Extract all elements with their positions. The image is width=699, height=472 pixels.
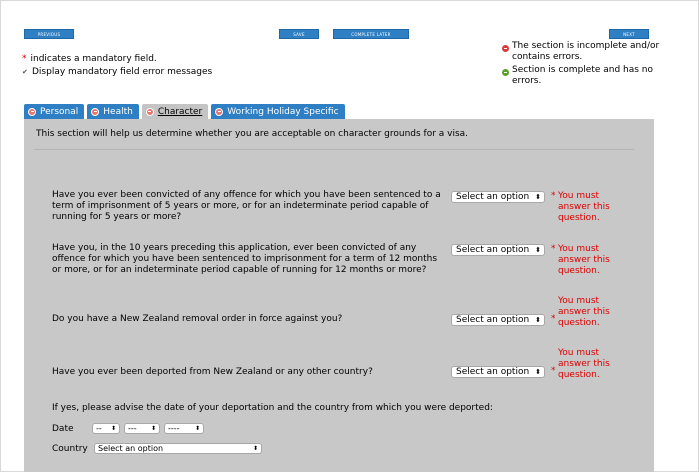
select-value: Select an option (456, 245, 530, 255)
next-button[interactable]: NEXT (609, 29, 649, 39)
tab-label: Personal (40, 106, 79, 117)
error-message: You must answer this question. (558, 244, 610, 276)
tab-character[interactable] (142, 104, 208, 119)
incomplete-status-icon (146, 108, 154, 116)
previous-button[interactable]: PREVIOUS (24, 29, 74, 39)
display-errors-link[interactable]: Display mandatory field error messages (32, 67, 213, 77)
select-value: Select an option (456, 192, 530, 202)
required-star: * (551, 244, 556, 254)
select-arrows-icon: ⬍ (535, 246, 541, 254)
select-arrows-icon: ⬍ (150, 425, 156, 432)
question-1-select[interactable] (451, 191, 545, 203)
error-message: You must answer this question. (558, 348, 610, 380)
tab-personal[interactable] (24, 104, 84, 119)
select-value: ---- (168, 424, 180, 433)
complete-text: Section is complete and has no errors. (512, 65, 654, 86)
deportation-country-select[interactable] (94, 443, 262, 454)
select-arrows-icon: ⬍ (252, 445, 258, 452)
error-message: You must answer this question. (558, 191, 610, 223)
incomplete-text: The section is incomplete and/or contains errors. (512, 41, 660, 62)
error-message: You must answer this question. (558, 296, 610, 328)
mandatory-text: indicates a mandatory field. (30, 54, 157, 64)
select-value: Select an option (456, 315, 530, 325)
date-label: Date (52, 424, 74, 434)
select-arrows-icon: ⬍ (535, 368, 541, 376)
select-arrows-icon: ⬍ (535, 316, 541, 324)
required-star: * (551, 314, 556, 324)
required-star: * (551, 191, 556, 201)
tab-label: Working Holiday Specific (227, 106, 339, 117)
section-tabs (24, 104, 348, 119)
checkmark-icon: ✔ (22, 68, 28, 76)
deportation-year-select[interactable] (164, 423, 204, 434)
tab-label: Character (157, 106, 203, 117)
question-text: Have you ever been deported from New Zealand or any other country? (52, 367, 373, 377)
incomplete-status-icon (502, 45, 509, 52)
question-text: Have you, in the 10 years preceding this application, ever been convicted of any offence for which you have been sentenced to imprisonment for a term of 12 months or more, or for an indeterminate period capable of running for 12 months or more? (52, 243, 438, 275)
legend-left (22, 53, 212, 79)
complete-status-icon (502, 69, 509, 76)
select-arrows-icon: ⬍ (110, 425, 116, 432)
select-value: --- (128, 424, 137, 433)
character-section-panel (24, 119, 654, 472)
status-legend (502, 41, 662, 89)
incomplete-status-icon (91, 108, 99, 116)
section-intro: This section will help us determine whether you are acceptable on character grounds for a visa. (36, 129, 469, 139)
deportation-day-select[interactable] (92, 423, 120, 434)
tab-label: Health (103, 106, 133, 117)
select-arrows-icon: ⬍ (535, 193, 541, 201)
question-text: Do you have a New Zealand removal order in force against you? (52, 314, 343, 324)
divider (34, 149, 634, 150)
required-star: * (551, 366, 556, 376)
select-value: -- (96, 424, 102, 433)
select-value: Select an option (98, 444, 164, 453)
complete-later-button[interactable]: COMPLETE LATER (333, 29, 409, 39)
tab-working-holiday-specific[interactable] (211, 104, 344, 119)
tab-health[interactable] (87, 104, 139, 119)
select-value: Select an option (456, 367, 530, 377)
mandatory-star: * (22, 54, 27, 64)
country-label: Country (52, 444, 88, 454)
incomplete-status-icon (28, 108, 36, 116)
question-text: Have you ever been convicted of any offence for which you have been sentenced to a term of imprisonment of 5 years or more, or for an indeterminate period capable of running for 5 years or more? (52, 190, 441, 222)
deportation-prompt: If yes, please advise the date of your deportation and the country from which you were deported: (52, 403, 493, 413)
save-button[interactable]: SAVE (279, 29, 319, 39)
deportation-month-select[interactable] (124, 423, 160, 434)
incomplete-status-icon (215, 108, 223, 116)
question-3-select[interactable] (451, 314, 545, 326)
select-arrows-icon: ⬍ (194, 425, 200, 432)
question-2-select[interactable] (451, 244, 545, 256)
question-4-select[interactable] (451, 366, 545, 378)
